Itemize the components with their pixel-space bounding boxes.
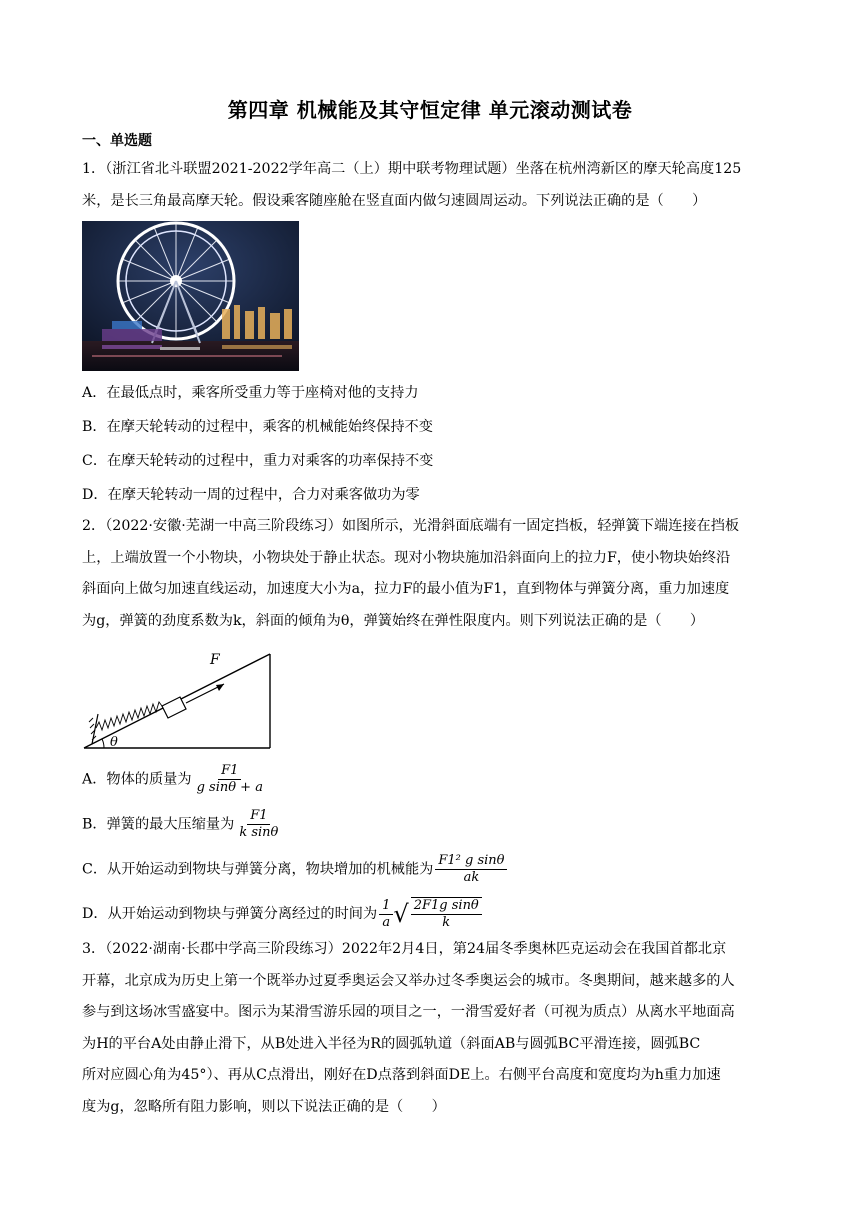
option-d-text: D．从开始运动到物块与弹簧分离经过的时间为: [82, 906, 378, 922]
section-heading: 一、单选题: [82, 133, 152, 149]
option-d-radicand: [411, 897, 482, 931]
option-a-text: A．物体的质量为: [82, 771, 192, 788]
question-2-option-a[interactable]: [82, 763, 266, 796]
option-b-numerator: F1: [247, 808, 270, 825]
question-2-stem: [82, 511, 778, 637]
question-1-option-a[interactable]: A．在最低点时，乘客所受重力等于座椅对他的支持力: [82, 385, 419, 401]
angle-label: θ: [110, 735, 118, 750]
question-3-line-3: 参与到这场冰雪盛宴中。图示为某滑雪游乐园的项目之一，一滑雪爱好者（可视为质点）从离水平地面高: [82, 1004, 735, 1020]
option-b-denominator: k sinθ: [239, 825, 279, 840]
question-1-stem: [82, 154, 778, 217]
question-2-option-d[interactable]: [82, 897, 482, 931]
option-a-fraction: [194, 763, 266, 796]
question-2-line-2: 上，上端放置一个小物块，小物块处于静止状态。现对小物块施加沿斜面向上的拉力F，使小物块始终沿: [82, 549, 731, 566]
option-d-rad-denominator: k: [442, 915, 451, 930]
option-d-coefficient: [379, 898, 393, 931]
question-3-line-1: 3．（2022·湖南·长郡中学高三阶段练习）2022年2月4日，第24届冬季奥林匹克运动会在我国首都北京: [82, 941, 727, 957]
option-d-coef-denominator: a: [382, 914, 391, 930]
option-b-text: B．弹簧的最大压缩量为: [82, 816, 235, 833]
option-d-rad-numerator: 2F1g sinθ: [411, 898, 482, 915]
question-3-line-5: 所对应圆心角为45°）、再从C点滑出，刚好在D点落到斜面DE上。右侧平台高度和宽度均为h重力加速: [82, 1067, 721, 1083]
question-3-line-2: 开幕，北京成为历史上第一个既举办过夏季奥运会又举办过冬季奥运会的城市。冬奥期间，越来越多的人: [82, 972, 735, 989]
page-title: 第四章 机械能及其守恒定律 单元滚动测试卷: [227, 98, 633, 122]
option-a-numerator: F1: [218, 763, 241, 780]
ferris-wheel-icon: [82, 221, 299, 371]
question-2-line-3: 斜面向上做匀加速直线运动，加速度大小为a，拉力F的最小值为F1，直到物体与弹簧分离，重力加速度: [82, 581, 730, 597]
option-c-numerator: F1² g sinθ: [435, 853, 507, 870]
question-2-option-b[interactable]: [82, 808, 281, 841]
incline-spring-diagram: [80, 648, 276, 752]
option-c-fraction: [435, 853, 507, 886]
force-label: F: [210, 652, 220, 668]
option-c-text: C．从开始运动到物块与弹簧分离，物块增加的机械能为: [82, 861, 434, 878]
question-3-line-4: 为H的平台A处由静止滑下，从B处进入半径为R的圆弧轨道（斜面AB与圆弧BC平滑连接，圆弧BC: [82, 1035, 701, 1052]
question-1-option-d[interactable]: D．在摩天轮转动一周的过程中，合力对乘客做功为零: [82, 487, 420, 503]
question-3-line-6: 度为g，忽略所有阻力影响，则以下说法正确的是（ ）: [82, 1098, 446, 1115]
question-1-line-2: 米，是长三角最高摩天轮。假设乘客随座舱在竖直面内做匀速圆周运动。下列说法正确的是（ ）: [82, 192, 707, 209]
ferris-wheel-photo: [82, 221, 299, 371]
sqrt-icon: √: [393, 900, 409, 928]
question-1-option-c[interactable]: C．在摩天轮转动的过程中，重力对乘客的功率保持不变: [82, 453, 434, 469]
option-a-denominator: g sinθ + a: [196, 780, 263, 795]
question-1-option-b[interactable]: B．在摩天轮转动的过程中，乘客的机械能始终保持不变: [82, 419, 433, 435]
question-2-line-1: 2．（2022·安徽·芜湖一中高三阶段练习）如图所示，光滑斜面底端有一固定挡板，轻弹簧下端连接在挡板: [82, 518, 740, 534]
question-3-stem: [82, 934, 778, 1123]
option-b-fraction: [236, 808, 281, 841]
question-1-line-1: 1．（浙江省北斗联盟2021-2022学年高二（上）期中联考物理试题）坐落在杭州湾新区的摩天轮高度125: [82, 161, 742, 177]
option-c-denominator: ak: [463, 870, 480, 885]
question-2-line-4: 为g，弹簧的劲度系数为k，斜面的倾角为θ，弹簧始终在弹性限度内。则下列说法正确的是（ ）: [82, 612, 705, 629]
option-d-coef-numerator: 1: [379, 898, 393, 915]
question-2-option-c[interactable]: [82, 853, 507, 886]
